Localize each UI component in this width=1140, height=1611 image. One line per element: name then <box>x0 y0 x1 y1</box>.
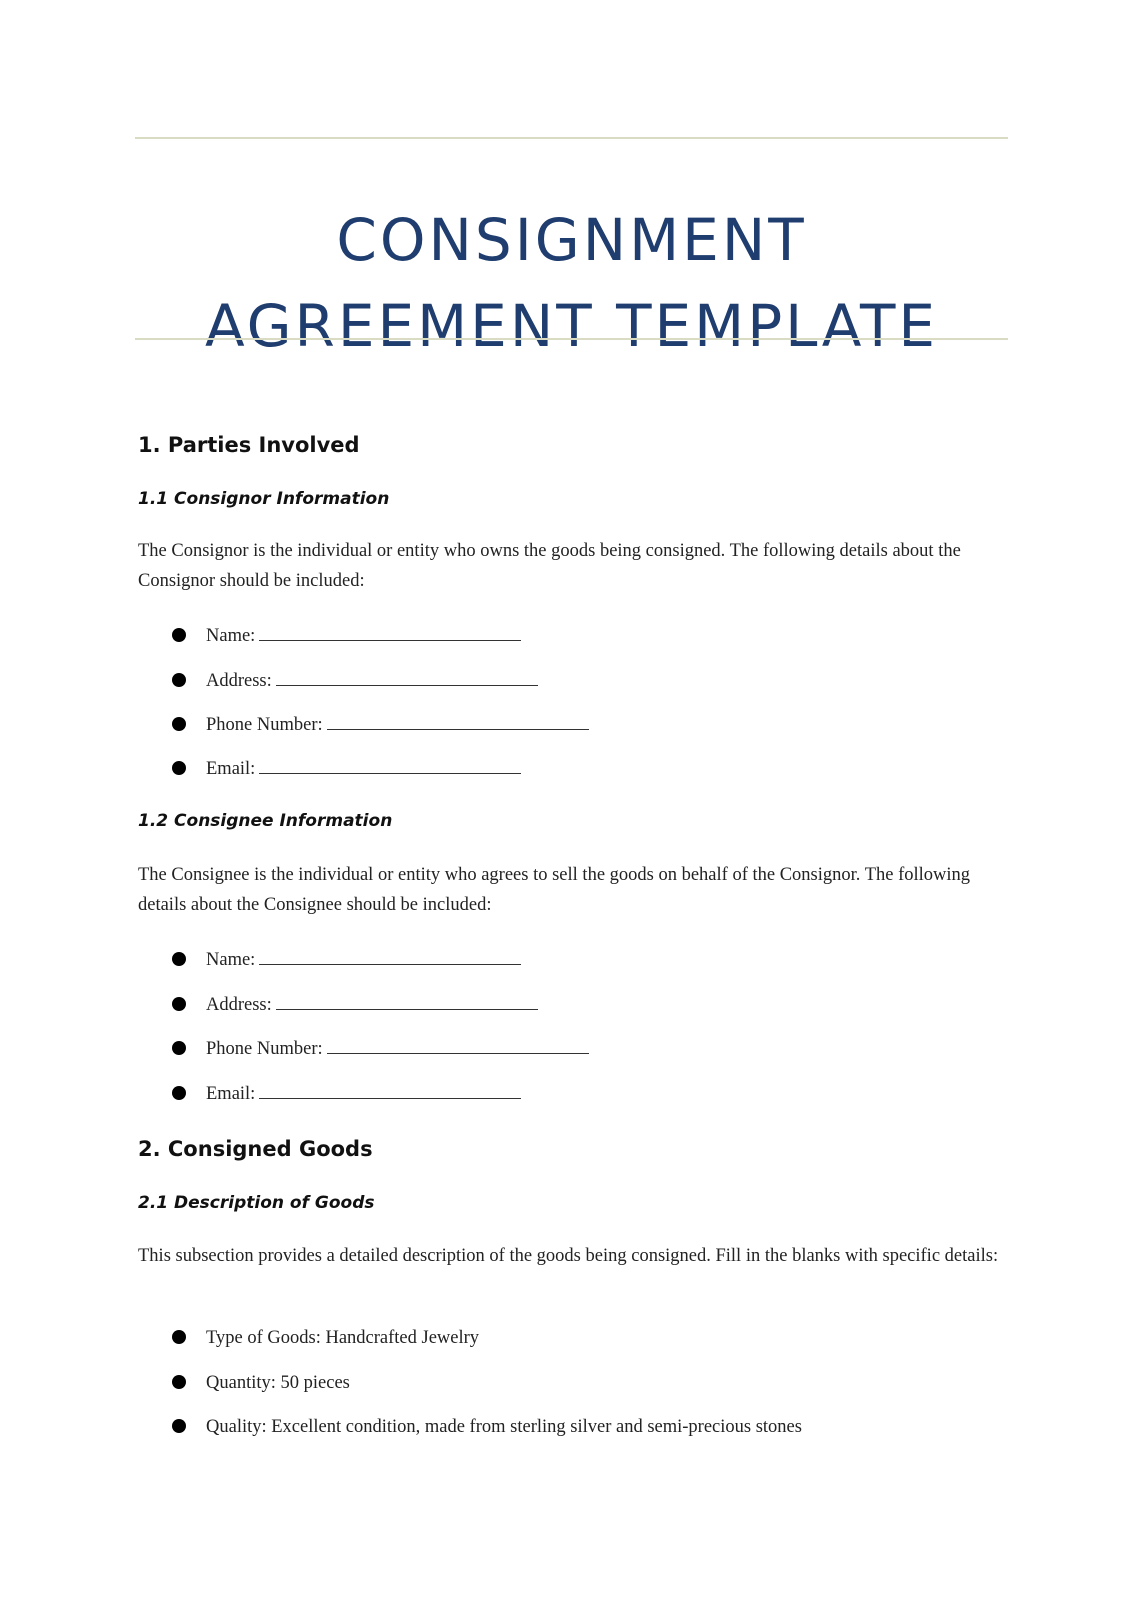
bullet-icon <box>172 1375 186 1389</box>
list-item <box>172 755 521 781</box>
field-label: Address: <box>206 995 272 1015</box>
consignor-address-blank[interactable] <box>276 667 538 686</box>
consignee-email-blank[interactable] <box>259 1080 521 1099</box>
consignee-phone-blank[interactable] <box>327 1035 589 1054</box>
document-title <box>135 197 1008 369</box>
field-label: Name: <box>206 626 256 646</box>
title-bottom-rule <box>135 338 1008 340</box>
list-item <box>172 946 521 972</box>
subsection-heading-consignee-information: 1.2 Consignee Information <box>138 811 393 831</box>
field-label: Email: <box>206 759 256 779</box>
title-top-rule <box>135 137 1008 139</box>
section-heading-consigned-goods: 2. Consigned Goods <box>138 1137 373 1161</box>
bullet-icon <box>172 628 186 642</box>
title-line-1: CONSIGNMENT <box>336 205 807 274</box>
bullet-icon <box>172 997 186 1011</box>
consignor-paragraph: The Consignor is the individual or entity who owns the goods being consigned. The following details about the Consignor should be included: <box>138 541 961 591</box>
bullet-icon <box>172 673 186 687</box>
list-item <box>172 667 538 693</box>
field-label: Phone Number: <box>206 715 323 735</box>
consignee-paragraph: The Consignee is the individual or entity who agrees to sell the goods on behalf of the Consignor. The following details about the Consignee should be included: <box>138 865 971 915</box>
bullet-icon <box>172 952 186 966</box>
list-item <box>172 1415 802 1439</box>
bullet-icon <box>172 1086 186 1100</box>
consignor-phone-blank[interactable] <box>327 711 589 730</box>
goods-quality: Quality: Excellent condition, made from sterling silver and semi-precious stones <box>206 1417 802 1437</box>
title-line-2: AGREEMENT TEMPLATE <box>204 291 939 360</box>
section-heading-parties-involved: 1. Parties Involved <box>138 433 360 457</box>
consignor-email-blank[interactable] <box>259 755 521 774</box>
bullet-icon <box>172 761 186 775</box>
bullet-icon <box>172 1419 186 1433</box>
goods-type: Type of Goods: Handcrafted Jewelry <box>206 1328 480 1348</box>
subsection-heading-description-of-goods: 2.1 Description of Goods <box>138 1193 375 1213</box>
bullet-icon <box>172 717 186 731</box>
list-item <box>172 711 589 737</box>
field-label: Phone Number: <box>206 1039 323 1059</box>
list-item <box>172 1080 521 1106</box>
list-item <box>172 1035 589 1061</box>
list-item <box>172 1371 350 1395</box>
list-item <box>172 991 538 1017</box>
field-label: Email: <box>206 1084 256 1104</box>
subsection-heading-consignor-information: 1.1 Consignor Information <box>138 489 390 509</box>
list-item <box>172 1326 479 1350</box>
field-label: Address: <box>206 671 272 691</box>
bullet-icon <box>172 1041 186 1055</box>
description-paragraph: This subsection provides a detailed description of the goods being consigned. Fill in the blanks with specific details: <box>138 1246 999 1266</box>
list-item <box>172 622 521 648</box>
bullet-icon <box>172 1330 186 1344</box>
goods-quantity: Quantity: 50 pieces <box>206 1373 350 1393</box>
consignee-address-blank[interactable] <box>276 991 538 1010</box>
field-label: Name: <box>206 950 256 970</box>
consignee-name-blank[interactable] <box>259 946 521 965</box>
consignor-name-blank[interactable] <box>259 622 521 641</box>
